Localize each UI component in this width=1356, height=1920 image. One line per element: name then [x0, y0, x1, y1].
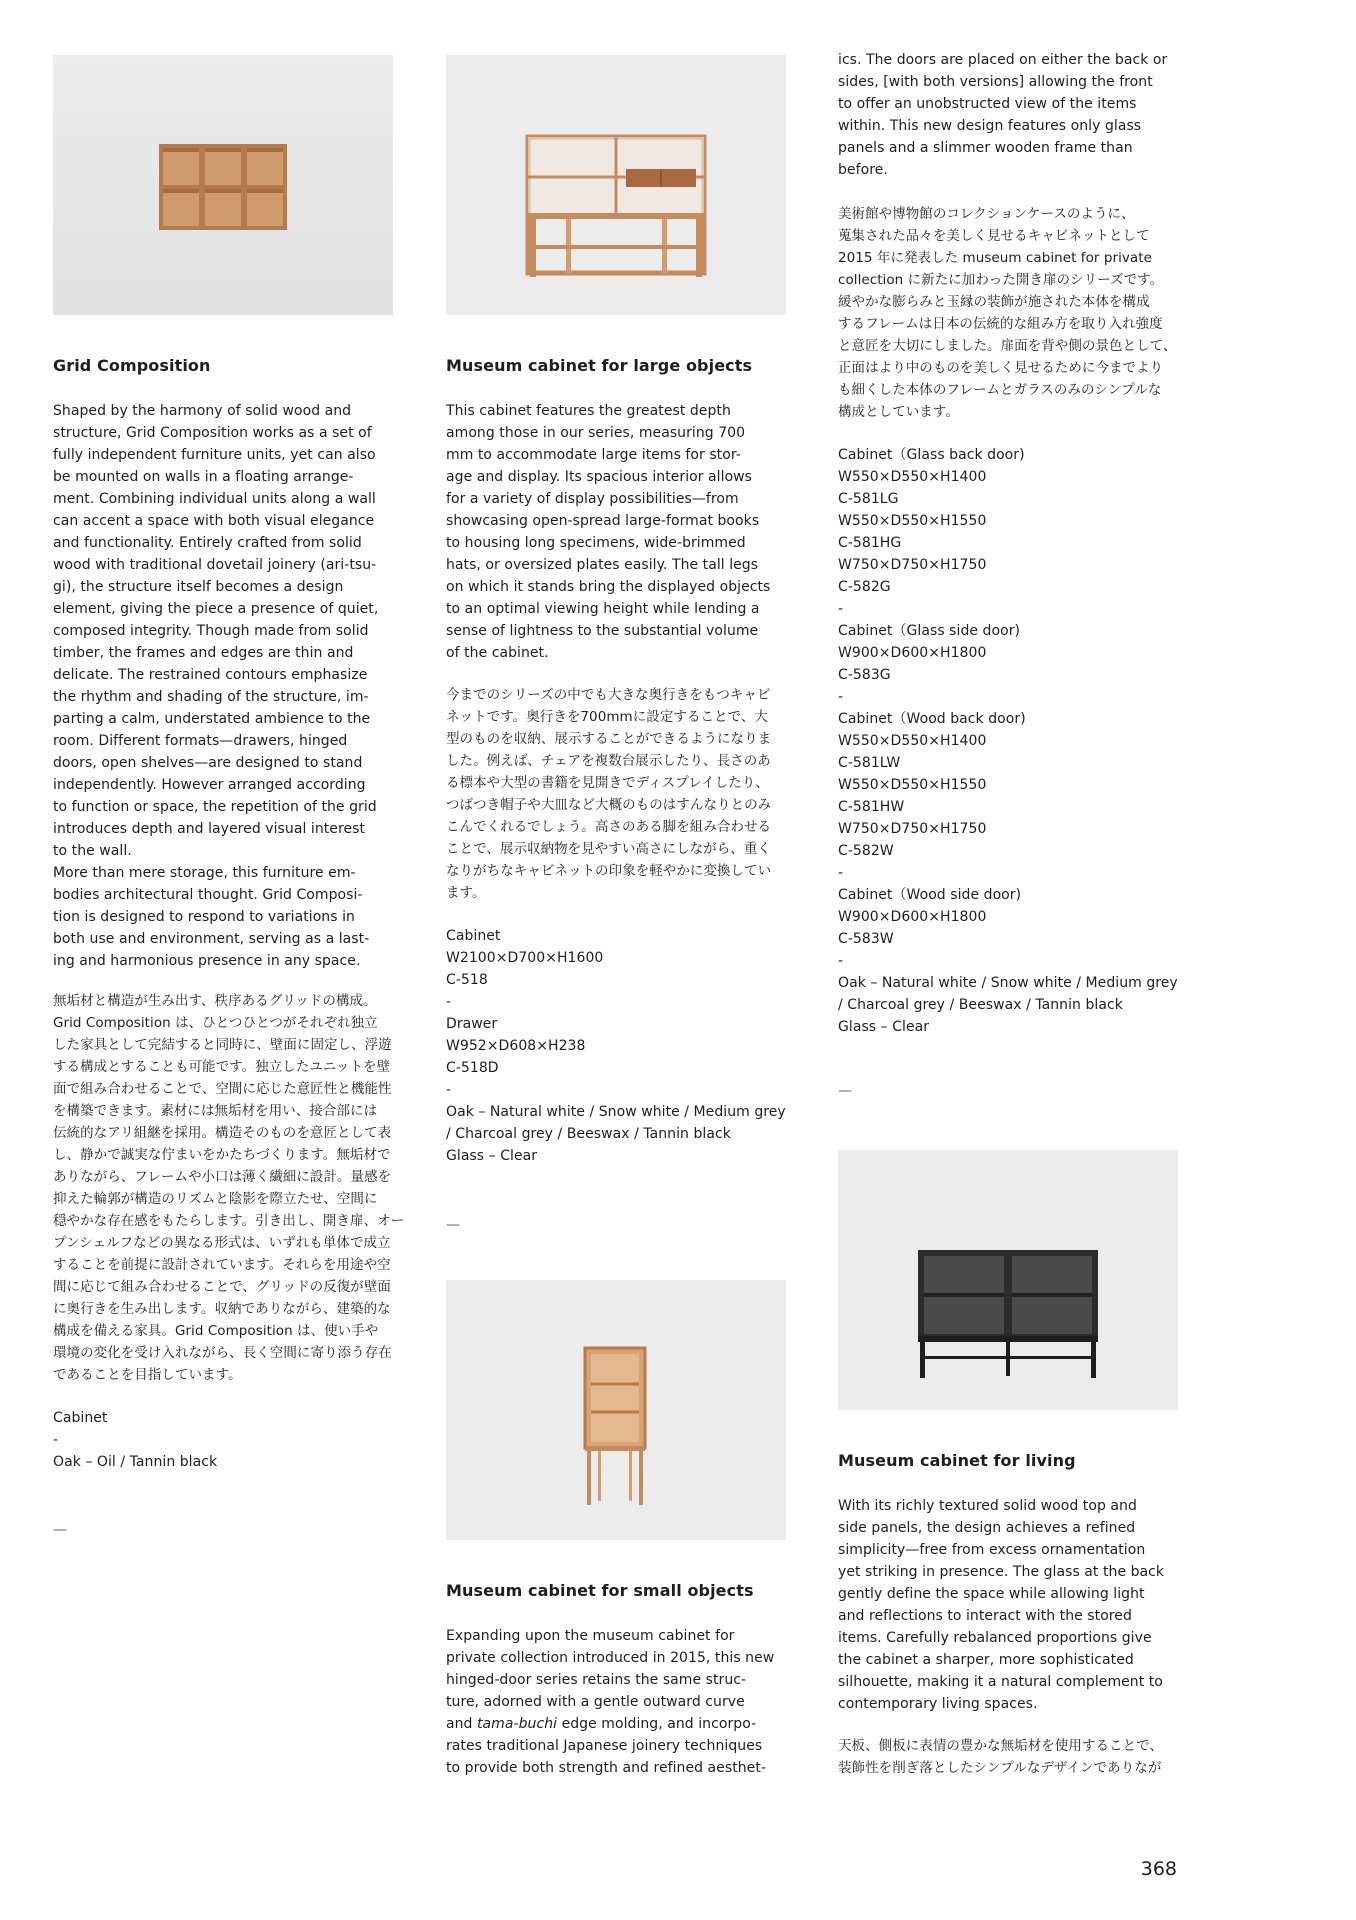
living-cabinet-title: Museum cabinet for living — [838, 1451, 1076, 1470]
grid-composition-spec: Cabinet - Oak – Oil / Tannin black — [53, 1410, 218, 1470]
large-cabinet-photo — [446, 55, 786, 315]
small-cabinet-illustration — [446, 1280, 786, 1540]
grid-shelf-illustration — [53, 55, 393, 315]
small-cabinet-italic-term: tama-buchi — [477, 1716, 558, 1732]
small-cabinet-text-part1: Expanding upon the museum cabinet for private collection introduced in 2015, this new hinged-door series retains the same struc- ture, adorned with a gentle outward curve and — [446, 1628, 775, 1732]
section-divider: — — [53, 1522, 67, 1538]
grid-composition-title: Grid Composition — [53, 356, 211, 375]
small-cabinet-photo — [446, 1280, 786, 1540]
living-cabinet-illustration — [838, 1150, 1178, 1410]
large-cabinet-description-jp: 今までのシリーズの中でも大きな奥行きをもつキャビ ネットです。奥行きを700mmに設定することで、大 型のものを収納、展示することができるようになりま した。例えば、チェアを複数台展示したり、長さのあ る標本や大型の書籍を見開きでディスプレイしたり、 つばつき帽子や大皿など大概のものはすんなりとのみ こんでくれるでしょう。高さのある脚を組み合わせる ことで、展示収納物を見やすい高さにしながら、重く なりがちなキャビネットの印象を軽やかに変換してい ます。 — [446, 687, 772, 901]
large-cabinet-title: Museum cabinet for large objects — [446, 356, 753, 375]
page-number: 368 — [1140, 1858, 1177, 1880]
section-divider: — — [838, 1083, 852, 1099]
grid-composition-description-en: Shaped by the harmony of solid wood and structure, Grid Composition works as a set of fully independent furniture units, yet can also be mounted on walls in a floating arrange- ment. Combining individual units along a wall can accent a space with both visual elegance and functionality. Entirely crafted from solid wood with traditional dovetail joinery (ari-tsu- gi), the structure itself becomes a design element, giving the piece a presence of quiet, composed integrity. Though made from solid timber, the frames and edges are thin and delicate. The restrained contours emphasize the rhythm and shading of the structure, im- parting a calm, understated ambience to the room. Different formats—drawers, hinged doors, open shelves—are designed to stand independently. However arranged according to function or space, the repetition of the grid introduces depth and layered visual interest to the wall. More than mere storage, this furniture em- bodies architectural thought. Grid Composi- tion is designed to respond to variations in both use and environment, serving as a last- ing and harmonious presence in any space. — [53, 403, 379, 969]
large-cabinet-spec: Cabinet W2100×D700×H1600 C-518 - Drawer W952×D608×H238 C-518D - Oak – Natural white / Snow white / Medium grey / Charcoal grey / Beeswax / Tannin black Glass – Clear — [446, 928, 786, 1164]
living-cabinet-description-en: With its richly textured solid wood top and side panels, the design achieves a refined simplicity—free from excess ornamentation yet striking in presence. The glass at the back gently define the space while allowing light and reflections to interact with the stored items. Carefully rebalanced proportions give the cabinet a sharper, more sophisticated silhouette, making it a natural complement to contemporary living spaces. — [838, 1498, 1165, 1712]
grid-composition-description-jp: 無垢材と構造が生み出す、秩序あるグリッドの構成。 Grid Composition は、ひとつひとつがそれぞれ独立 した家具として完結すると同時に、壁面に固定し、浮遊 する構成とすることも可能です。独立したユニットを壁 面で組み合わせることで、空間に応じた意匠性と機能性 を構築できます。素材には無垢材を用い、接合部には 伝統的なアリ組継を採用。構造そのものを意匠として表 し、静かで誠実な佇まいをかたちづくります。無垢材で ありながら、フレームや小口は薄く繊細に設計。量感を 抑えた輪郭が構造のリズムと陰影を際立たせ、空間に 穏やかな存在感をもたらします。引き出し、開き扉、オー プンシェルフなどの異なる形式は、いずれも単体で成立 することを前提に設計されています。それらを用途や空 間に応じて組み合わせることで、グリッドの反復が壁面 に奥行きを生み出します。収納でありながら、建築的な 構成を備える家具。Grid Composition は、使い手や 環境の変化を受け入れながら、長く空間に寄り添う存在 であることを目指しています。 — [53, 993, 405, 1383]
section-divider: — — [446, 1217, 460, 1233]
living-cabinet-description-jp: 天板、側板に表情の豊かな無垢材を使用することで、 装飾性を削ぎ落としたシンプルなデザインでありなが — [838, 1738, 1163, 1776]
small-cabinet-title: Museum cabinet for small objects — [446, 1581, 754, 1600]
small-cabinet-spec: Cabinet（Glass back door) W550×D550×H1400 C-581LG W550×D550×H1550 C-581HG W750×D750×H1750 C-582G - Cabinet（Glass side door) W900×D600×H1800 C-583G - Cabinet（Wood back door) W550×D550×H1400 C-581LW W550×D550×H1550 C-581HW W750×D750×H1750 C-582W - Cabinet（Wood side door) W900×D600×H1800 C-583W - Oak – Natural white / Snow white / Medium grey / Charcoal grey / Beeswax / Tannin black Glass – Clear — [838, 447, 1178, 1035]
small-cabinet-description-jp: 美術館や博物館のコレクションケースのように、 蒐集された品々を美しく見せるキャビネットとして 2015 年に発表した museum cabinet for private collection に新たに加わった開き扉のシリーズです。 緩やかな膨らみと玉縁の装飾が施された本体を構成 するフレームは日本の伝統的な組み方を取り入れ強度 と意匠を大切にしました。扉面を背や側の景色として、 正面はより中のものを美しく見せるために今までより も細くした本体のフレームとガラスのみのシンプルな 構成としています。 — [838, 206, 1177, 420]
small-cabinet-text-part2: edge molding, and incorpo- rates traditional Japanese joinery techniques to provide both strength and refined aesthet- — [446, 1716, 766, 1776]
small-cabinet-description-en — [446, 1625, 774, 1779]
large-cabinet-description-en: This cabinet features the greatest depth among those in our series, measuring 700 mm to accommodate large items for stor- age and display. Its spacious interior allows for a variety of display possibilities—from showcasing open-spread large-format books to housing long specimens, wide-brimmed hats, or oversized plates easily. The tall legs on which it stands bring the displayed objects to an optimal viewing height while lending a sense of lightness to the substantial volume of the cabinet. — [446, 403, 771, 661]
small-cabinet-description-en-continued: ics. The doors are placed on either the back or sides, [with both versions] allowing the front to offer an unobstructed view of the items within. This new design features only glass panels and a slimmer wooden frame than before. — [838, 52, 1168, 178]
grid-composition-photo — [53, 55, 393, 315]
large-cabinet-illustration — [446, 55, 786, 315]
living-cabinet-photo — [838, 1150, 1178, 1410]
